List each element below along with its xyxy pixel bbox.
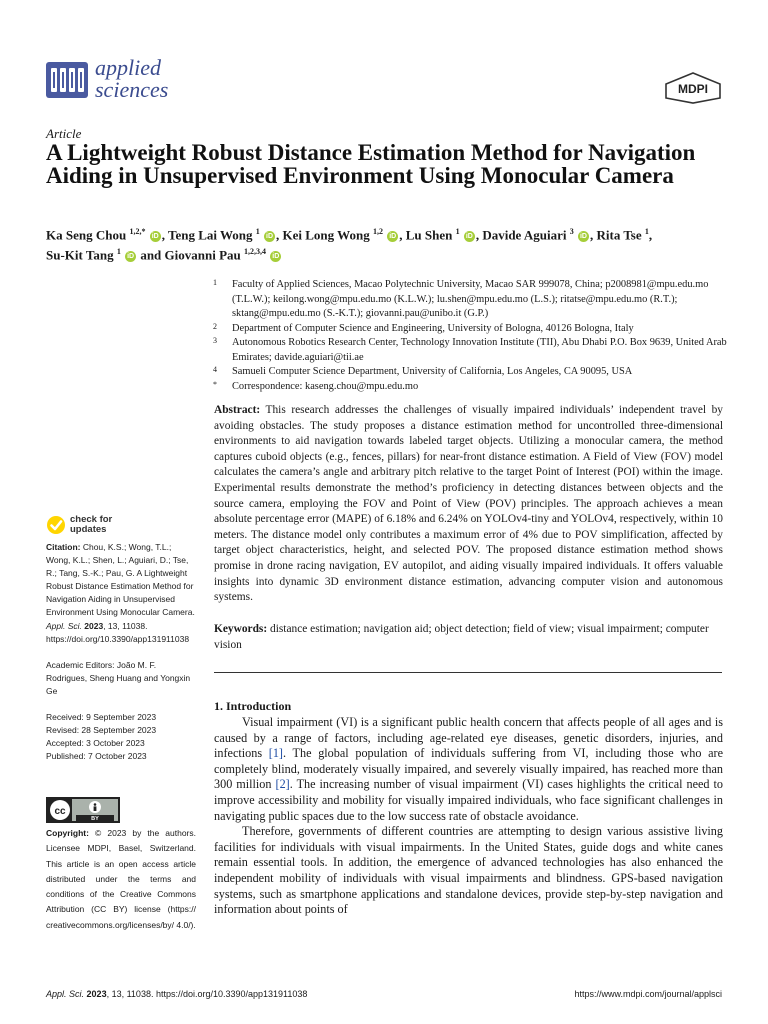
author-affil: 3 [569,227,574,236]
citation-label: Citation: [46,542,81,552]
copyright-text: © 2023 by the authors. Licensee MDPI, Basel, Switzerland. This article is an open access article distributed under the terms and conditions of the Creative Commons Attribution (CC BY) license (https:// creativecommons.org/licenses/by/ 4.0/). [46,828,196,930]
keywords [214,622,723,653]
author-affil: 1,2,3,4 [244,247,267,257]
citation-journal: Appl. Sci. [46,620,82,631]
paragraph [214,824,723,918]
affiliations [213,278,728,394]
author-name: Teng Lai Wong [167,227,253,243]
affiliation-item [213,278,728,322]
orcid-icon[interactable]: iD [272,253,280,261]
check-for-updates-label[interactable] [70,515,112,535]
orcid-icon[interactable]: iD [266,232,274,240]
affiliation-mark: 1 [213,278,217,287]
affiliation-text: Autonomous Robotics Research Center, Technology Innovation Institute (TII), Abu Dhabi P.O. Box 9639, United Arab Emirates; davide.aguiari@tii.ae [232,337,727,363]
keywords-text: distance estimation; navigation aid; object detection; field of view; visual impairment; computer vision [214,623,709,651]
author-affil: 1 [116,247,121,257]
affiliation-text: Faculty of Applied Sciences, Macao Polytechnic University, Macao SAR 999078, China; p2008981@mpu.edu.mo (T.L.W.); keilong.wong@mpu.edu.mo (K.L.W.); lu.shen@mpu.edu.mo (L.S.); ritatse@mpu.edu.mo (R.T.); sktang@mpu.edu.mo (S.-K.T.); giovanni.pau@unibo.it (G.P.) [232,279,709,319]
cc-by-license-icon[interactable] [46,797,120,823]
sidebar-metadata [46,541,198,763]
paragraph-text: . The increasing number of visual impairment (VI) cases highlights the critical need to improve accessibility and mobility for visually impaired individuals, who face significant challenges in navigating public spaces due to the low success rate of obstacle avoidance. [214,777,724,823]
academic-editors: Academic Editors: João M. F. Rodrigues, Sheng Huang and Yongxin Ge [46,659,191,696]
footer-citation [46,989,307,999]
affiliation-mark: 3 [213,336,217,345]
affiliation-text: Samueli Computer Science Department, University of California, Los Angeles, CA 90095, USA [232,366,633,377]
author-affil: 1,2 [372,227,383,236]
author-affil: 1 [644,227,649,236]
orcid-icon[interactable]: iD [465,232,473,240]
citation [46,541,198,646]
affiliation-item [213,322,728,337]
date-revised: Revised: 28 September 2023 [46,725,157,736]
affiliation-mark: 4 [213,365,217,374]
footer-journal: Appl. Sci. [46,989,85,999]
article-type: Article [46,126,82,141]
section-divider [214,672,722,673]
svg-text:cc: cc [54,806,66,817]
affiliation-item [213,336,728,365]
orcid-icon[interactable]: iD [579,232,587,240]
orcid-icon[interactable]: iD [151,232,159,240]
article-title: A Lightweight Robust Distance Estimation Method for Navigation Aiding in Unsupervised Environment Using Monocular Camera [46,140,696,188]
author-affil: 1 [455,227,460,236]
publisher-name: MDPI [678,82,708,96]
footer-journal-url[interactable]: https://www.mdpi.com/journal/applsci [574,989,722,999]
affiliation-item [213,365,728,380]
date-published: Published: 7 October 2023 [46,751,147,762]
author-affil: 1 [255,227,260,236]
orcid-icon[interactable]: iD [389,232,397,240]
footer-year: 2023 [86,989,107,999]
reference-link[interactable]: [2] [275,777,290,792]
author-name: Giovanni Pau [164,247,241,263]
check-for-updates-icon[interactable] [46,514,66,536]
affiliation-mark: * [213,379,217,389]
orcid-icon[interactable]: iD [127,253,135,261]
citation-year: 2023 [84,620,104,631]
citation-text: Chou, K.S.; Wong, T.L.; Wong, K.L.; Shen, L.; Aguiari, D.; Tse, R.; Tang, S.-K.; Pau, G. A Lightweight Robust Distance Estimation Method for Navigation Aiding in Unsupervised Environment Using Monocular Camera. [46,542,195,618]
cc-by-label: BY [91,816,99,822]
section-heading: 1. Introduction [214,699,292,713]
author-name: Su-Kit Tang [46,247,114,263]
footer-doi[interactable]: , 13, 11038. https://doi.org/10.3390/app131911038 [106,989,308,999]
affiliation-item [213,380,728,395]
check-line1: check for [70,514,113,525]
check-line2: updates [70,524,107,535]
author-name: Lu Shen [405,227,453,243]
paragraph-text: Therefore, governments of different countries are attempting to design various assistive living facilities for individuals with visual impairments. In the United States, guide dogs and white canes remain essential tools. In addition, the emergence of advanced technologies has also enhanced the independent mobility of individuals with visual impairments and blindness. GPS-based navigation systems, such as smartphone applications and standalone devices, provide step-by-step navigation and information about points of [214,824,723,917]
affiliation-text: Correspondence: kaseng.chou@mpu.edu.mo [232,380,419,392]
citation-rest: , 13, 11038. https://doi.org/10.3390/app131911038 [46,620,190,644]
author-name: Kei Long Wong [282,227,370,243]
author-affil: 1,2,* [129,227,146,236]
abstract [214,403,723,606]
author-connector: and [140,247,162,263]
abstract-label: Abstract: [214,404,261,416]
journal-logo-icon [45,60,89,100]
paragraph-text: Visual impairment (VI) is a significant public health concern that affects people of all ages and is caused by a range of factors, including age-related eye diseases, genetic disorders, injuries, and infections [214,715,723,761]
copyright-label: Copyright: [46,828,89,838]
author-name: Ka Seng Chou [46,227,127,243]
journal-name-line2: sciences [95,77,169,102]
affiliation-mark: 2 [213,321,217,331]
affiliation-text: Department of Computer Science and Engineering, University of Bologna, 40126 Bologna, Italy [232,322,634,334]
author-list: Ka Seng Chou $^{1,2,*}$ iD , Teng Lai Wong $^1$ iD , Kei Long Wong $^{1,2}$ iD , Lu Shen $^1$ iD , Davide Aguiari $^3$ iD , Rita Tse $^1$, Su-Kit Tang $^1$ iD and Giovanni Pau $^{1,2,3,4}$ iD [46,227,653,263]
author-name: Rita Tse [596,227,642,243]
journal-name-line1: applied [95,55,161,80]
date-received: Received: 9 September 2023 [46,712,157,723]
paragraph-text: . The global population of individuals suffering from VI, including those who are completely blind, moderately visually impaired, and severely visually impaired, has reached more than 300 million [214,746,724,792]
reference-link[interactable]: [1] [268,746,283,761]
mdpi-logo-icon [664,72,722,104]
author-name: Davide Aguiari [482,227,567,243]
date-accepted: Accepted: 3 October 2023 [46,738,145,749]
introduction-body [214,715,723,918]
paragraph [214,715,723,824]
abstract-text: This research addresses the challenges of visually impaired individuals’ independent travel by avoiding obstacles. The study proposes a distance estimation method for uncontrolled three-dimensional environments to aid navigation towards labeled target objects. Utilizing a monocular camera, the method captures cuboid objects (e.g., fences, pillars) for near-front distance estimation. A Field of View (FOV) model calculates the camera’s angle and arbitrary pitch relative to the target Point of Interest (POI) within the image. Experimental results demonstrate the method’s proficiency in detecting distances between objects and the source camera, employing the FOV and Point of View (POV) principles. The approach achieves a mean absolute percentage error (MAPE) of 6.18% and 6.24% on YOLOv4-tiny and YOLOv4, respectively, within 10 meters. The distance model only contributes a maximum error of 4% due to POV simplification, affected by target object characteristics, height, and selected POV. The proposed distance estimation method shows promise in drone racing navigation, EV autopilot, and aiding visually impaired individuals. It offers valuable insights into dynamic 3D environment distance estimation, advancing computer vision and autonomous systems. [214,404,723,604]
journal-name [95,57,168,101]
keywords-label: Keywords: [214,623,268,635]
copyright-notice [46,826,196,933]
